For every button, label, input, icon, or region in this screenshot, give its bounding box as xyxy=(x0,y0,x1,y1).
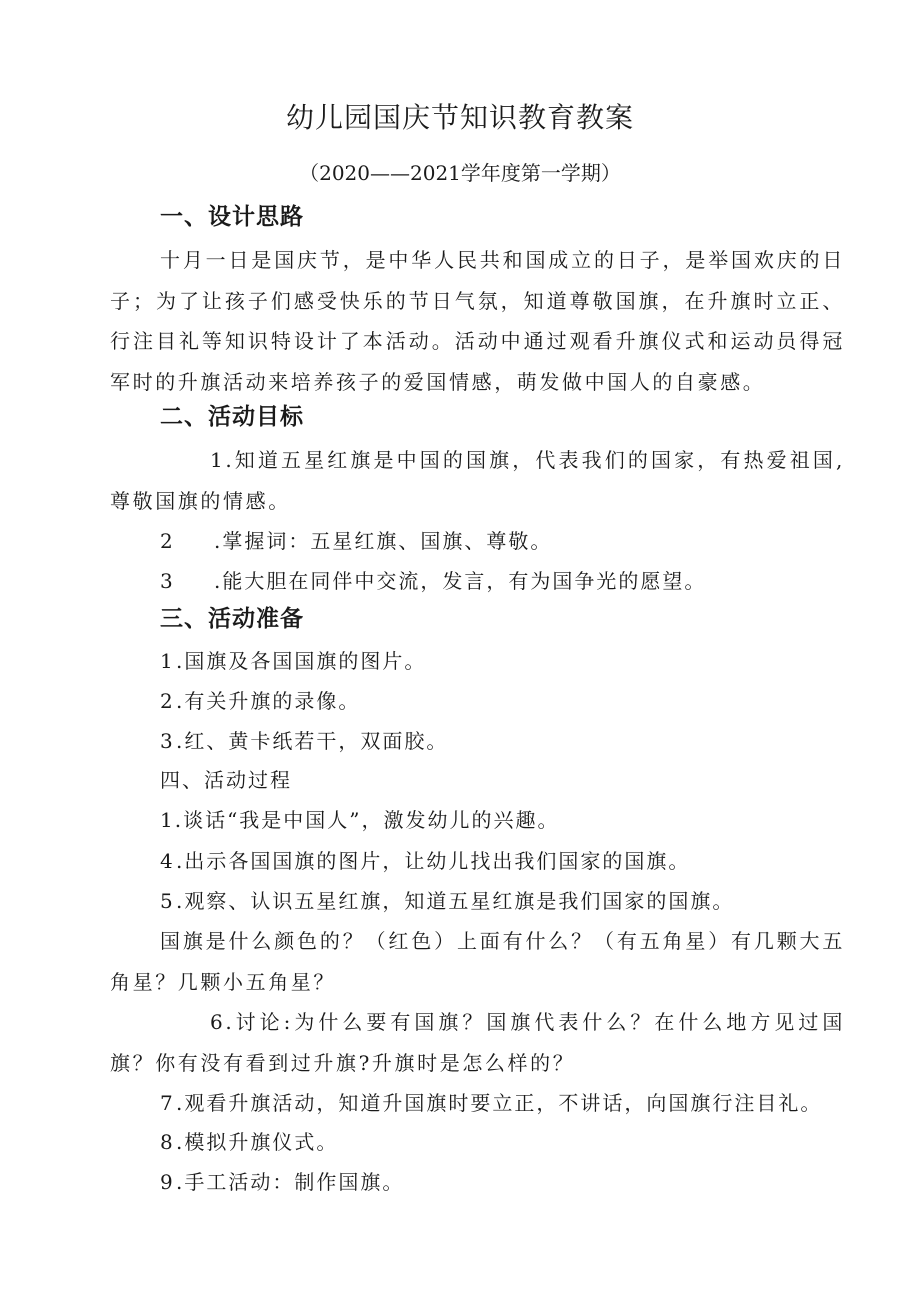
prep-item-1 xyxy=(160,641,426,681)
process-item-5 xyxy=(160,881,734,921)
goal-item-3 xyxy=(160,561,706,601)
goal-item-1 xyxy=(110,440,845,521)
process-item-9 xyxy=(160,1162,404,1202)
process-item-number: 8 xyxy=(160,1130,175,1154)
process-item-text: .出示各国国旗的图片，让幼儿找出我们国家的国旗。 xyxy=(176,849,691,873)
design-paragraph: 十月一日是国庆节，是中华人民共和国成立的日子，是举国欢庆的日子；为了让孩子们感受快乐的节日气氛，知道尊敬国旗，在升旗时立正、行注目礼等知识特设计了本活动。活动中通过观看升旗仪式和运动员得冠军时的升旗活动来培养孩子的爱国情感，萌发做中国人的自豪感。 xyxy=(110,248,845,394)
page-subtitle: （2020——2021学年度第一学期） xyxy=(299,161,621,185)
goal-item-text: .掌握词：五星红旗、国旗、尊敬。 xyxy=(214,529,553,553)
goal-item-text: .知道五星红旗是中国的国旗，代表我们的国家，有热爱祖国,尊敬国旗的情感。 xyxy=(110,448,845,513)
prep-item-number: 2 xyxy=(160,689,175,713)
goal-item-number: 2 xyxy=(160,529,175,553)
process-item-number: 5 xyxy=(160,889,175,913)
process-item-6 xyxy=(110,1002,845,1083)
prep-item-number: 3 xyxy=(160,729,175,753)
process-item-text: .手工活动：制作国旗。 xyxy=(176,1170,405,1194)
goal-item-number: 1 xyxy=(210,448,226,472)
process-item-8 xyxy=(160,1122,338,1162)
process-item-text: .模拟升旗仪式。 xyxy=(176,1130,339,1154)
page-title: 幼儿园国庆节知识教育教案 xyxy=(285,101,634,134)
section-heading-process: 四、活动过程 xyxy=(160,768,292,792)
goal-item-2 xyxy=(160,521,552,561)
prep-item-text: .红、黄卡纸若干，双面胶。 xyxy=(176,729,449,753)
process-item-text: .观看升旗活动，知道升国旗时要立正，不讲话，向国旗行注目礼。 xyxy=(176,1091,823,1115)
section-heading-preparation: 三、活动准备 xyxy=(160,606,304,632)
process-item-text: .观察、认识五星红旗，知道五星红旗是我们国家的国旗。 xyxy=(176,889,735,913)
process-item-text: 1.谈话“我是中国人”，激发幼儿的兴趣。 xyxy=(160,808,560,832)
goal-item-number: 3 xyxy=(160,569,175,593)
section-heading-goals: 二、活动目标 xyxy=(160,404,304,430)
prep-item-3 xyxy=(160,721,448,761)
process-item-4 xyxy=(160,841,690,881)
process-item-7 xyxy=(160,1083,822,1123)
prep-item-text: .有关升旗的录像。 xyxy=(176,689,361,713)
section-heading-design: 一、设计思路 xyxy=(160,204,304,230)
prep-item-text: .国旗及各国国旗的图片。 xyxy=(176,649,427,673)
goal-item-text: .能大胆在同伴中交流，发言，有为国争光的愿望。 xyxy=(214,569,707,593)
prep-item-number: 1 xyxy=(160,649,175,673)
process-questions: 国旗是什么颜色的？（红色）上面有什么？（有五角星）有几颗大五角星？几颗小五角星？ xyxy=(110,929,845,994)
process-item-number: 7 xyxy=(160,1091,175,1115)
prep-item-2 xyxy=(160,681,360,721)
process-item-text: .讨论:为什么要有国旗？国旗代表什么？在什么地方见过国旗？你有没有看到过升旗?升旗时是怎么样的？ xyxy=(110,1010,845,1075)
process-item-number: 4 xyxy=(160,849,175,873)
process-item-number: 6 xyxy=(210,1010,226,1034)
process-item-1 xyxy=(160,800,560,840)
process-item-number: 9 xyxy=(160,1170,175,1194)
